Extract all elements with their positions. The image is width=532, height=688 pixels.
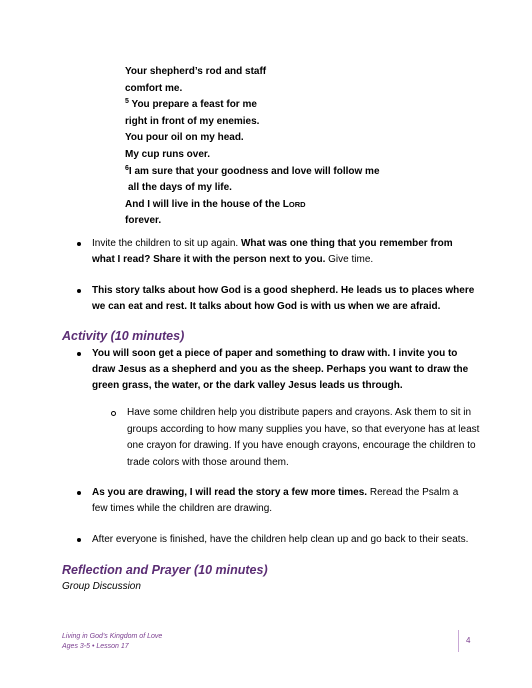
activity-heading: Activity (10 minutes) (62, 329, 185, 343)
instruction-text: Invite the children to sit up again. (92, 238, 241, 249)
bullet-icon (77, 538, 81, 542)
psalm-line: You pour oil on my head. (125, 132, 244, 144)
bullet-item-story-talks (92, 283, 476, 315)
bullet-icon (77, 491, 81, 495)
bullet-item-drawing (92, 485, 476, 517)
psalm-line: forever. (125, 215, 162, 227)
psalm-text: You prepare a feast for me (131, 99, 257, 111)
instruction-text: Have some children help you distribute papers and crayons. Ask them to sit in groups according to how many supplies you have, so that everyone has at least one crayon for drawing. If you have enough crayons, encourage the children to trade colors with those around them. (127, 407, 480, 468)
psalm-line (125, 164, 380, 181)
group-discussion-subheading: Group Discussion (62, 581, 141, 592)
bullet-icon (77, 352, 81, 356)
psalm-text: I am sure that your goodness and love will follow me (128, 165, 380, 177)
verse-number: 5 (125, 98, 129, 106)
footer-subtitle: Ages 3-5 • Lesson 17 (62, 643, 129, 650)
psalm-line (125, 197, 380, 214)
bullet-item-draw (92, 346, 476, 394)
script-text: You will soon get a piece of paper and something to draw with. I invite you to draw Jesus as a shepherd and you as the sheep. Perhaps you want to draw the green grass, the water, or the dark valley Jesus leads us through. (92, 348, 469, 391)
verse-number: 6 (125, 164, 129, 172)
psalm-text: And I will live in the house of the L (125, 198, 289, 210)
bullet-icon (77, 242, 81, 246)
psalm-line: all the days of my life. (128, 182, 232, 194)
script-text: This story talks about how God is a good shepherd. He leads us to places where we can eat and rest. It talks about how God is with us when we are afraid. (92, 285, 475, 312)
reflection-heading: Reflection and Prayer (10 minutes) (62, 563, 268, 577)
script-text: What was one thing that you remember from what I read? Share it with the person next to you. (92, 238, 453, 265)
psalm-line: right in front of my enemies. (125, 115, 260, 127)
sub-bullet-distribute (127, 405, 487, 471)
footer-divider (458, 630, 459, 652)
psalm-line: My cup runs over. (125, 148, 211, 160)
instruction-text: After everyone is finished, have the children help clean up and go back to their seats. (92, 534, 469, 545)
bullet-item-finished (92, 532, 476, 548)
page-number: 4 (466, 636, 471, 645)
psalm-line: Your shepherd’s rod and staff (125, 66, 267, 77)
instruction-text: Reread the Psalm a few times while the children are drawing. (92, 487, 459, 514)
instruction-text: Give time. (325, 254, 374, 265)
psalm-line: comfort me. (125, 82, 183, 94)
hollow-bullet-icon (111, 411, 116, 416)
psalm-passage (125, 64, 380, 230)
psalm-line (125, 97, 380, 114)
bullet-icon (77, 289, 81, 293)
script-text: As you are drawing, I will read the story a few more times. (92, 487, 368, 498)
bullet-item-sit-up (92, 236, 476, 268)
footer (62, 632, 162, 652)
small-caps-text: ORD (288, 199, 306, 209)
footer-title: Living in God’s Kingdom of Love (62, 633, 163, 640)
